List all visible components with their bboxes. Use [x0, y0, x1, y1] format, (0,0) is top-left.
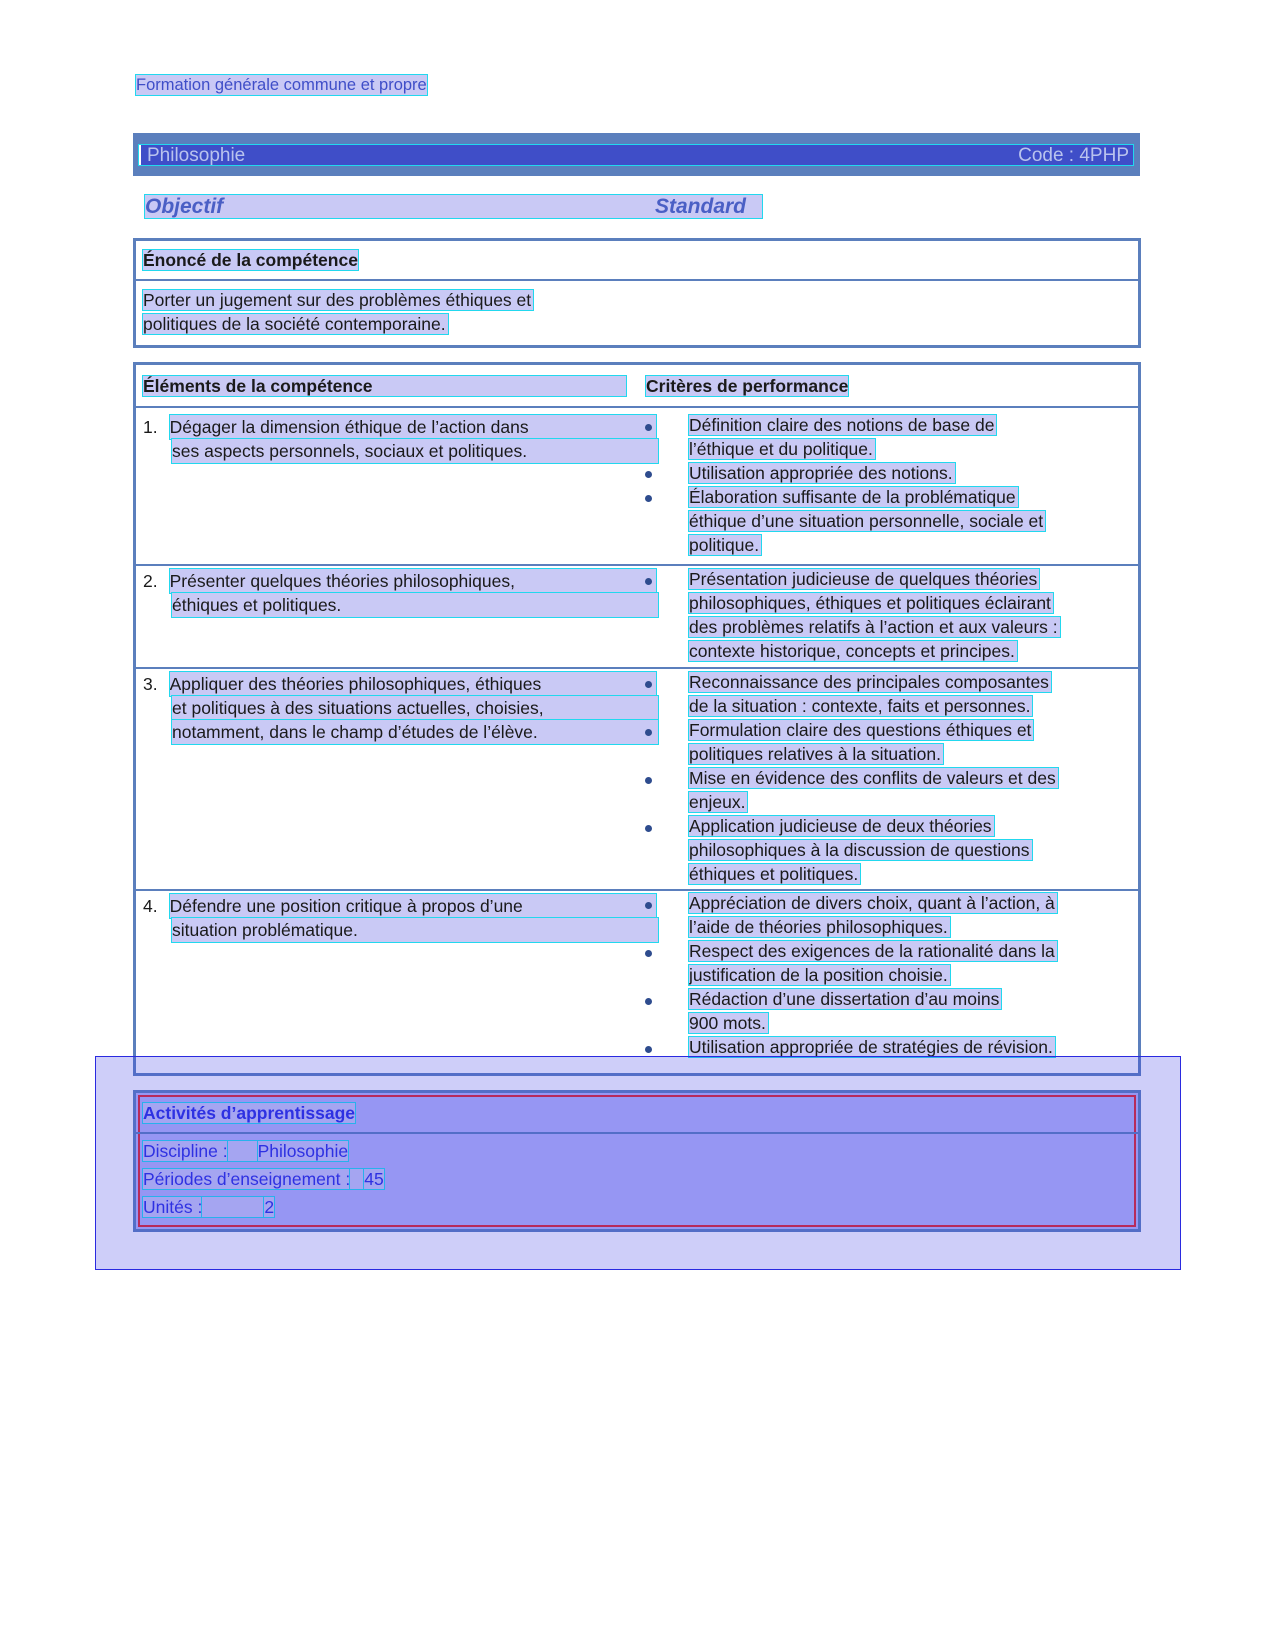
criterion-line: philosophiques à la discussion de questions	[689, 840, 1030, 860]
criteria-group-3	[689, 670, 1058, 886]
criterion-line: justification de la position choisie.	[689, 965, 948, 985]
criteria-heading: Critères de performance	[646, 376, 849, 396]
criterion-line: Application judicieuse de deux théories	[689, 816, 992, 836]
element-line: éthiques et politiques.	[172, 593, 658, 617]
unites-value: 2	[264, 1197, 275, 1217]
elements-table	[133, 362, 1141, 1076]
element-line: Dégager la dimension éthique de l’action dans	[170, 415, 656, 439]
bullet-icon	[645, 777, 652, 784]
criterion-line: éthique d’une situation personnelle, sociale et	[689, 511, 1044, 531]
activites-heading: Activités d’apprentissage	[143, 1103, 356, 1123]
running-head: Formation générale commune et propre	[136, 76, 427, 94]
elements-heading: Éléments de la compétence	[143, 376, 626, 396]
criterion-line: l’éthique et du politique.	[689, 439, 873, 459]
criterion-line: l’aide de théories philosophiques.	[689, 917, 948, 937]
bullet-icon	[645, 1046, 652, 1053]
element-row-1	[143, 415, 658, 463]
bullet-icon	[645, 902, 652, 909]
element-line: et politiques à des situations actuelles, choisies,	[172, 696, 658, 720]
criterion-line: Rédaction d’une dissertation d’au moins	[689, 989, 1000, 1009]
divider	[136, 564, 1138, 566]
selection-overlay	[95, 1056, 1181, 1270]
bullet-icon	[645, 729, 652, 736]
element-number: 2.	[143, 571, 158, 591]
enonce-line: Porter un jugement sur des problèmes éthiques et	[143, 290, 532, 310]
criterion-line: Respect des exigences de la rationalité dans la	[689, 941, 1055, 961]
element-line: situation problématique.	[172, 918, 658, 942]
element-line: Appliquer des théories philosophiques, éthiques	[170, 672, 656, 696]
criterion-line: enjeux.	[689, 792, 746, 812]
criteria-group-1	[689, 413, 1045, 557]
element-line: notamment, dans le champ d’études de l’élève.	[172, 720, 658, 744]
enonce-line: politiques de la société contemporaine.	[143, 314, 446, 334]
enonce-text	[143, 288, 533, 336]
course-name: Philosophie	[147, 145, 246, 166]
discipline-label: Discipline :	[143, 1141, 228, 1161]
standard-label: Standard	[655, 195, 747, 218]
bullet-icon	[645, 578, 652, 585]
discipline-value: Philosophie	[257, 1141, 349, 1161]
element-number: 1.	[143, 417, 158, 437]
criterion-line: Utilisation appropriée des notions.	[689, 463, 953, 483]
bullet-icon	[645, 998, 652, 1005]
bullet-icon	[645, 471, 652, 478]
element-line: Présenter quelques théories philosophiques,	[170, 569, 656, 593]
objective-label: Objectif	[145, 195, 224, 218]
criterion-line: Mise en évidence des conflits de valeurs et des	[689, 768, 1056, 788]
bullet-icon	[645, 950, 652, 957]
criterion-line: éthiques et politiques.	[689, 864, 859, 884]
course-code: Code : 4PHP	[1018, 145, 1129, 166]
criterion-line: politique.	[689, 535, 760, 555]
criterion-line: des problèmes relatifs à l’action et aux valeurs :	[689, 617, 1058, 637]
bullet-icon	[645, 495, 652, 502]
divider	[136, 667, 1138, 669]
element-line: Défendre une position critique à propos d’une	[170, 894, 656, 918]
periodes-label: Périodes d’enseignement :	[143, 1169, 351, 1189]
objective-standard-row	[145, 195, 762, 218]
criterion-line: Formulation claire des questions éthiques et	[689, 720, 1032, 740]
bullet-icon	[645, 424, 652, 431]
criterion-line: Appréciation de divers choix, quant à l’action, à	[689, 893, 1055, 913]
criterion-line: Utilisation appropriée de stratégies de révision.	[689, 1037, 1053, 1057]
divider	[136, 406, 1138, 408]
criterion-line: philosophiques, éthiques et politiques éclairant	[689, 593, 1051, 613]
bullet-icon	[645, 825, 652, 832]
criteria-group-2	[689, 567, 1060, 663]
course-header-inner	[139, 145, 1133, 165]
criterion-line: Reconnaissance des principales composantes	[689, 672, 1049, 692]
criterion-line: de la situation : contexte, faits et personnes.	[689, 696, 1031, 716]
enonce-box	[133, 238, 1141, 348]
enonce-heading: Énoncé de la compétence	[143, 250, 358, 270]
element-row-4	[143, 894, 658, 942]
criteria-group-4	[689, 891, 1057, 1059]
criterion-line: 900 mots.	[689, 1013, 766, 1033]
criterion-line: contexte historique, concepts et principes.	[689, 641, 1015, 661]
course-header-bar	[133, 133, 1140, 176]
unites-label: Unités :	[143, 1197, 203, 1217]
bullet-icon	[645, 681, 652, 688]
element-row-3	[143, 672, 658, 744]
periodes-value: 45	[364, 1169, 384, 1189]
element-row-2	[143, 569, 658, 617]
criterion-line: Élaboration suffisante de la problématique	[689, 487, 1016, 507]
divider	[136, 279, 1138, 281]
criterion-line: Définition claire des notions de base de	[689, 415, 995, 435]
element-number: 4.	[143, 896, 158, 916]
element-number: 3.	[143, 674, 158, 694]
criterion-line: Présentation judicieuse de quelques théories	[689, 569, 1038, 589]
criterion-line: politiques relatives à la situation.	[689, 744, 941, 764]
element-line: ses aspects personnels, sociaux et politiques.	[172, 439, 658, 463]
